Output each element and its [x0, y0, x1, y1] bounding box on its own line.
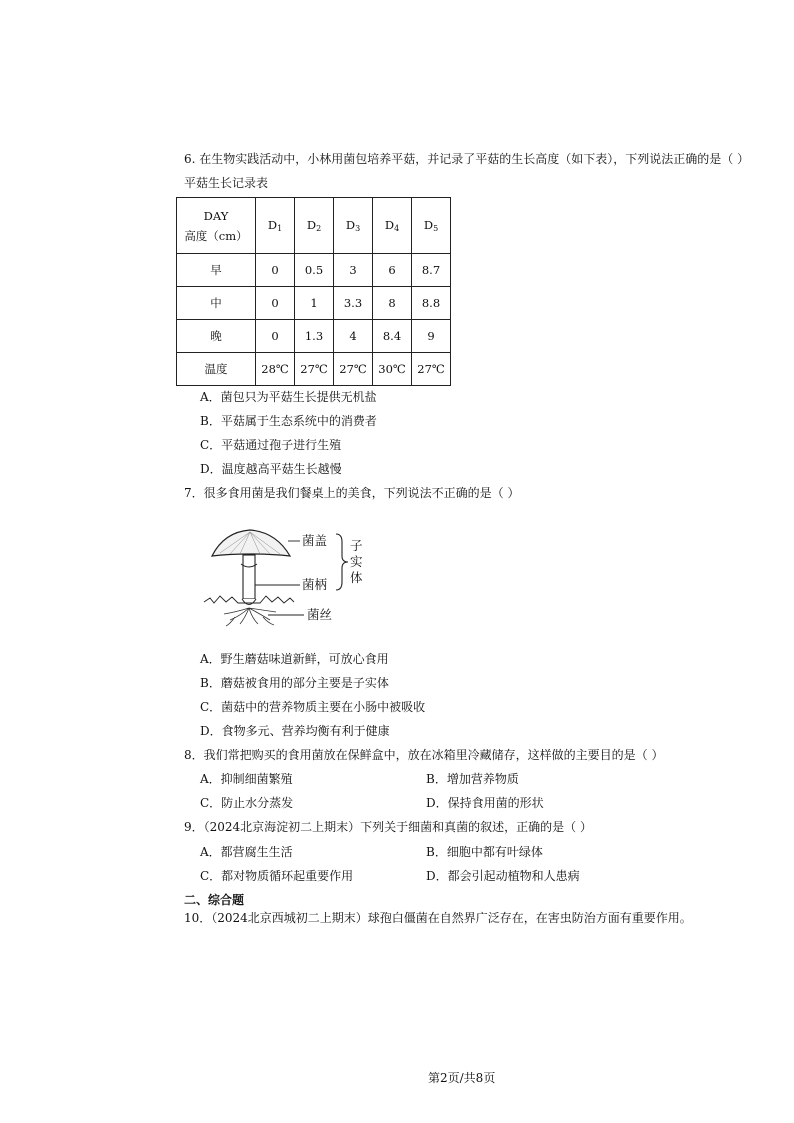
- table-cell: 8.8: [412, 287, 451, 320]
- header-day: DAY: [203, 208, 229, 223]
- q8-option-c: C．防止水分蒸发: [200, 796, 294, 810]
- mushroom-figure: [200, 524, 370, 628]
- table-cell: 27℃: [295, 353, 334, 386]
- q9-option-c: C．都对物质循环起重要作用: [200, 869, 354, 883]
- table-cell: 8.7: [412, 254, 451, 287]
- q7-stem: 7．很多食用菌是我们餐桌上的美食，下列说法不正确的是（ ）: [184, 486, 520, 500]
- q10-stem: 10．（2024北京西城初二上期末）球孢白僵菌在自然界广泛存在，在害虫防治方面有重要作用。: [184, 911, 692, 925]
- row-label: 温度: [177, 353, 256, 386]
- q8-option-a: A．抑制细菌繁殖: [200, 772, 293, 786]
- q9-option-b: B．细胞中都有叶绿体: [426, 845, 543, 859]
- q8-option-d: D．保持食用菌的形状: [426, 796, 544, 810]
- table-cell: 27℃: [334, 353, 373, 386]
- table-row: [177, 287, 451, 320]
- table-cell: 1: [295, 287, 334, 320]
- table-header-corner: [177, 198, 256, 254]
- row-label: 中: [177, 287, 256, 320]
- q6-option-a: A．菌包只为平菇生长提供无机盐: [200, 390, 377, 404]
- q9-option-d: D．都会引起动植物和人患病: [426, 869, 580, 883]
- day-header-3: $D_3$: [334, 198, 373, 254]
- table-cell: 6: [373, 254, 412, 287]
- q7-option-c: C．菌菇中的营养物质主要在小肠中被吸收: [200, 700, 426, 714]
- table-cell: 0: [256, 320, 295, 353]
- day-header-4: $D_4$: [373, 198, 412, 254]
- table-row: [177, 320, 451, 353]
- day-header-1: $D_1$: [256, 198, 295, 254]
- table-cell: 3.3: [334, 287, 373, 320]
- q7-option-d: D．食物多元、营养均衡有利于健康: [200, 724, 390, 738]
- day-header-5: $D_5$: [412, 198, 451, 254]
- table-cell: 3: [334, 254, 373, 287]
- page-number: 第2页/共8页: [428, 1071, 496, 1085]
- table-cell: 0: [256, 287, 295, 320]
- q6-stem: 6. 在生物实践活动中，小林用菌包培养平菇，并记录了平菇的生长高度（如下表），下列说法正确的是（ ）: [184, 152, 750, 166]
- table-cell: 8.4: [373, 320, 412, 353]
- table-cell: 9: [412, 320, 451, 353]
- row-label: 早: [177, 254, 256, 287]
- q6-option-d: D．温度越高平菇生长越慢: [200, 462, 342, 476]
- header-height: 高度（cm）: [184, 228, 248, 243]
- table-cell: 0.5: [295, 254, 334, 287]
- q6-option-c: C．平菇通过孢子进行生殖: [200, 438, 342, 452]
- q8-option-b: B．增加营养物质: [426, 772, 519, 786]
- q8-stem: 8．我们常把购买的食用菌放在保鲜盒中，放在冰箱里冷藏储存，这样做的主要目的是（ ）: [184, 748, 664, 762]
- table-cell: 1.3: [295, 320, 334, 353]
- hyphae-label: 菌丝: [307, 607, 333, 622]
- table-cell: 30℃: [373, 353, 412, 386]
- table-cell: 4: [334, 320, 373, 353]
- table-title: 平菇生长记录表: [184, 176, 269, 190]
- stalk-label: 菌柄: [302, 577, 328, 592]
- table-cell: 27℃: [412, 353, 451, 386]
- fruit-body-label: 子 实 体: [350, 538, 363, 585]
- table-cell: 0: [256, 254, 295, 287]
- table-cell: 8: [373, 287, 412, 320]
- mushroom-illustration: [200, 524, 370, 628]
- table-cell: 28℃: [256, 353, 295, 386]
- row-label: 晚: [177, 320, 256, 353]
- q7-option-b: B．蘑菇被食用的部分主要是子实体: [200, 676, 389, 690]
- section-title: 二、综合题: [184, 893, 245, 907]
- q6-option-b: B．平菇属于生态系统中的消费者: [200, 414, 377, 428]
- table-row: [177, 353, 451, 386]
- q7-option-a: A．野生蘑菇味道新鲜，可放心食用: [200, 652, 389, 666]
- q9-option-a: A．都营腐生生活: [200, 845, 293, 859]
- growth-record-table: [176, 197, 451, 386]
- cap-label: 菌盖: [302, 533, 328, 548]
- q9-stem: 9．（2024北京海淀初二上期末）下列关于细菌和真菌的叙述，正确的是（ ）: [184, 820, 592, 834]
- day-header-2: $D_2$: [295, 198, 334, 254]
- table-row: [177, 254, 451, 287]
